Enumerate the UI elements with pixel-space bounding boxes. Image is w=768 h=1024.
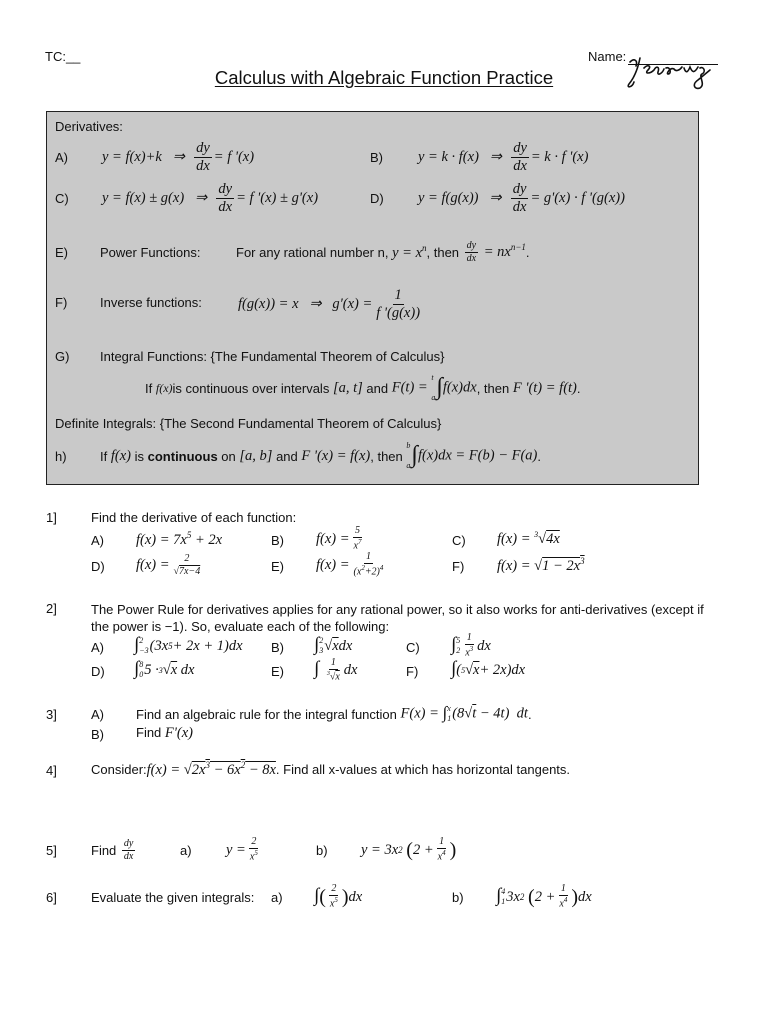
- rule-d-formula: y = f(g(x)) ⇒ $\frac{dy}{dx}$ = g'(x) · f '(g(x)): [418, 181, 625, 215]
- problem-5b-expr: y = 3x 2 ( 2 + $\frac{1}{x^4}$ ): [361, 836, 457, 863]
- rule-f-formula: f(g(x)) = x ⇒ g'(x) = $\frac{1}{f '(g(x))}$: [238, 287, 421, 321]
- problem-3b-text: Find F'(x): [136, 725, 193, 741]
- problem-6b-expr: ∫ 4 1 3x 2 ( 2 + $\frac{1}{x^4}$ ) dx: [496, 883, 592, 910]
- problem-2-label-f: F): [406, 664, 419, 679]
- problem-5a-expr: y = $\frac{2}{x^5}$: [226, 836, 258, 863]
- problem-2a-expr: ∫ 2 −3 (3x 5 + 2x + 1)dx: [134, 634, 243, 655]
- problem-1-label-c: C): [452, 533, 466, 548]
- problem-1d-expr: f(x) = $\frac{2}{√7x-4}$: [136, 552, 201, 577]
- problem-2-label-e: E): [271, 664, 284, 679]
- problem-2f-expr: ∫ ( 5 √ x + 2x)dx: [451, 658, 526, 679]
- rule-label-e: E): [55, 245, 68, 260]
- rule-g-statement: If f(x) is continuous over intervals [a, t] and F(t) = t a ∫f(x)dx , then F '(t) = f(t) .: [145, 373, 581, 402]
- problem-1-label-d: D): [91, 559, 105, 574]
- rule-g-name: Integral Functions: {The Fundamental Theorem of Calculus}: [100, 349, 445, 364]
- derivatives-heading: Derivatives:: [55, 119, 123, 134]
- problem-1b-expr: f(x) = $\frac{5}{x^7}$: [316, 525, 362, 552]
- rule-e-statement: For any rational number n, $y = x^n$ , then $\frac{dy}{dx}$ = $nx^{n-1}$ .: [236, 239, 530, 264]
- rule-a-formula: y = f(x)+k ⇒ $\frac{dy}{dx}$ = f '(x): [102, 140, 255, 174]
- problem-2-label-c: C): [406, 640, 420, 655]
- problem-number: 6]: [46, 890, 57, 905]
- problem-number: 3]: [46, 707, 57, 722]
- rule-c-formula: y = f(x) ± g(x) ⇒ $\frac{dy}{dx}$ = f '(x) ± g'(x): [102, 181, 319, 215]
- problem-2-label-d: D): [91, 664, 105, 679]
- problem-2c-expr: ∫ 5 2 $\frac{1}{x^3}$ dx: [451, 632, 491, 659]
- problem-number: 1]: [46, 510, 57, 525]
- problem-1c-expr: f(x) = $^3$√4x: [497, 530, 560, 547]
- problem-2-prompt: The Power Rule for derivatives applies for any rational power, so it also works for anti-derivatives (except if the power is −1). So, evaluate each of the following:: [91, 602, 704, 634]
- definite-integrals-heading: Definite Integrals: {The Second Fundamental Theorem of Calculus}: [55, 416, 442, 431]
- rule-label-f: F): [55, 295, 68, 310]
- problem-1f-expr: $f(x) = √1 - 2x^3$: [497, 556, 585, 574]
- rule-h-statement: If f(x) is continuous on [a, b] and F '(x) = f(x) , then b a ∫f(x)dx = F(b) − F(a) .: [100, 441, 541, 470]
- rule-label-g: G): [55, 349, 70, 364]
- problem-1a-expr: $f(x) = 7x^5 + 2x$: [136, 530, 223, 548]
- rule-label-a: A): [55, 150, 68, 165]
- rule-label-d: D): [370, 191, 384, 206]
- problem-6-text: Evaluate the given integrals:: [91, 890, 255, 905]
- problem-number: 5]: [46, 843, 57, 858]
- problem-2-label-b: B): [271, 640, 284, 655]
- rule-label-c: C): [55, 191, 69, 206]
- problem-2d-expr: ∫ 8 0 5 · 3 √ x dx: [134, 658, 195, 679]
- problem-3-label-a: A): [91, 707, 104, 722]
- problem-3-label-b: B): [91, 727, 104, 742]
- rule-label-h: h): [55, 449, 67, 464]
- problem-2-label-a: A): [91, 640, 104, 655]
- problem-1-label-b: B): [271, 533, 284, 548]
- problem-2b-expr: ∫ 2 3 √ x dx: [314, 634, 353, 655]
- problem-1-label-f: F): [452, 559, 465, 574]
- problem-6-label-b: b): [452, 890, 464, 905]
- rule-b-formula: y = k · f(x) ⇒ $\frac{dy}{dx}$ = k · f '(x): [418, 140, 589, 174]
- problem-1-label-a: A): [91, 533, 104, 548]
- problem-4-text: Consider:f(x) = $√2x^3 - 6x^2 - 8x$. Find all x-values at which has horizontal tangents.: [91, 760, 571, 778]
- tc-label: TC:__: [45, 49, 81, 64]
- problem-6a-expr: ∫ ( $\frac{2}{x^5}$ ) dx: [314, 883, 363, 910]
- problem-2e-expr: ∫ $\frac{1}{^3√x}$ dx: [314, 656, 358, 683]
- problem-1e-expr: f(x) = $\frac{1}{(x^2+2)^4}$: [316, 551, 384, 578]
- rule-f-name: Inverse functions:: [100, 295, 202, 310]
- problem-number: 4]: [46, 763, 57, 778]
- problem-3a-text: Find an algebraic rule for the integral function F(x) = ∫ x 1 (8√t − 4t) dt .: [136, 703, 532, 723]
- page-title: Calculus with Algebraic Function Practice: [214, 67, 554, 88]
- name-label: Name:: [588, 49, 627, 64]
- problem-5-label-a: a): [180, 843, 192, 858]
- problem-1-label-e: E): [271, 559, 284, 574]
- problem-1-prompt: Find the derivative of each function:: [91, 510, 297, 525]
- rule-e-name: Power Functions:: [100, 245, 201, 260]
- problem-number: 2]: [46, 601, 57, 616]
- problem-6-label-a: a): [271, 890, 283, 905]
- problem-5-label-b: b): [316, 843, 328, 858]
- rule-label-b: B): [370, 150, 383, 165]
- problem-5-text: Find $\frac{dy}{dx}$: [91, 837, 134, 862]
